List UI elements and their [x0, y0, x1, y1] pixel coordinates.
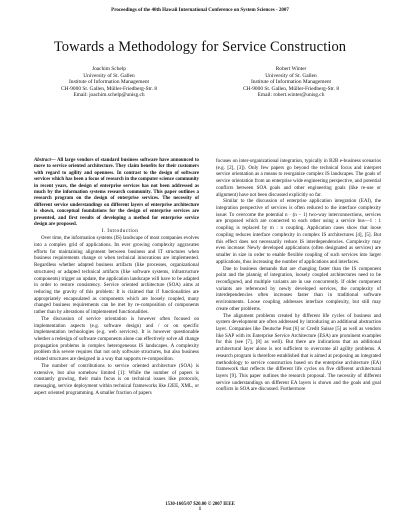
author-name: Robert Winter [275, 66, 307, 72]
copyright-footer [0, 502, 400, 512]
abstract [34, 158, 199, 228]
author-email: Email: joachim.schelp@unisg.ch [73, 92, 145, 99]
author-address: CH-9000 St. Gallen, Müller-Friedberg-Str. 8 [60, 85, 158, 92]
body-paragraph: The number of contributions to service oriented architecture (SOA) is extensive, but also somehow limited [1]: While the number of papers is constantly growing, their main focus is on technical issues like protocols, messaging, service deployment within technical frameworks like J2EE, XML, or aspect oriented programming. A smaller fraction of papers [34, 362, 199, 396]
author-block-1 [34, 66, 184, 99]
body-paragraph: Similar to the discussion of enterprise application integration (EAI), the integration perspective of services is often reduced to the interface complexity issue: To overcome the potential n · (n − 1) two-way interconnections, services are proposed which are connected to each other using a service bus—1 : 1 coupling is replaced by m : n coupling. Application cases show that loose coupling reduces interface complexity in complex IS architectures [4], [5]. But this effect does not necessarily reduce IS interdependencies. Complexity may even increase: Newly developed applications (often designated as services) are smaller in size in order to enable flexible coupling of such services into larger applications, thus increasing the number of applications and interfaces. [216, 198, 381, 265]
author-affiliation: University of St. Gallen [265, 72, 317, 79]
body-paragraph: Over time, the information systems (IS) landscape of most companies evolves into a complex grid of applications. Its ever growing complexity aggravates efforts for maintaining alignment between business and IT structures when business requirements change or when technical innovations are implemented. Regardless whether adapted business artifacts (like processes, organizational structures) or adapted technical artifacts (like software systems, infrastructure components) trigger an update, the application landscape will have to be adapted in order to restore consistency. Service oriented architecture (SOA) aims at reducing the gravity of this problem: It is claimed that if functionalities are appropriately encapsulated as components which are loosely coupled, many changed business requirements can be met by re-composition of components rather than by alterations of implemented functionalities. [34, 235, 199, 316]
body-paragraph: Due to business demands that are changing faster than the IS component point and the plannig of integration, loosely coupled architectures need to be reconfigured, and multiple variants are in use concurrently. If older component variants are referenced by newly developed services, the complexity of interdependencies often increases faster than in traditional software environments. Loose coupling addresses interface complexity, but still may create other problems. [216, 265, 381, 312]
abstract-text: All large vendors of standard business software have announced to move to service oriented architecture. They claim benefits for their customers with regard to agility and openness. In contrast to the design of software services which has been a focus of research in the computer science community in recent years, the design of enterprise services has not been addressed as much by the information systems research community. This paper outlines a research program on the design of enterprise services. The necessity of different service understandings on different layers of enterprise architecture is shown, conceptual foundations for the design of enterprise services are presented, and first results of developing a method for enterprise service design are proposed. [34, 158, 199, 228]
copyright-line: 1530-1605/07 $20.00 © 2007 IEEE [165, 502, 235, 507]
author-affiliation: University of St. Gallen [83, 72, 135, 79]
author-name: Joachim Schelp [92, 66, 126, 72]
right-column [216, 158, 381, 393]
author-institute: Institute of Information Management [250, 79, 332, 86]
section-heading: I. Introduction [101, 228, 139, 235]
body-paragraph: The alignment problems created by different life cycles of business and system development are often addressed by introducing an additional abstraction layer. Companies like Deutsche Post [6] or Credit Suisse [5] as well as vendors like SAP with its Enterprise Service Architecture (ESA) are prominent examples for this (see [7], [8] as well). But there are indications that an additional architectural layer alone is not sufficient to overcome all agility problems. A research program is therefore established that is aimed at proposing an integrated methodology to service construction based on the enterprise architecture (EA) framework that reflects the different life cycles on five different architectural layers [9]. This paper outlines the research proposal. The necessity of different service understandings on different EA layers is shown and the goals and goal conflicts in SOA are discussed. Furthermore [216, 312, 381, 393]
left-column [34, 158, 199, 396]
author-address: CH-9000 St. Gallen, Müller-Friedberg-Str. 8 [242, 85, 340, 92]
abstract-label: Abstract— [34, 158, 56, 163]
paper-title: Towards a Methodology for Service Construction [53, 39, 347, 55]
author-email: Email: robert.winter@unisg.ch [257, 92, 325, 99]
body-paragraph: The discussion of service orientation is however often focused on implementation aspects (e.g. software design) and / or on specific implementation technologies (e.g. web services). It is however questionable whether a redesign of software components alone can effectively solve all change propagation problems in complex heterogeneous IS landscapes. A complexity problem this severe requires that not only software structures, but also business related structures are designed in a way that supports re-composition. [34, 315, 199, 363]
proceedings-header: Proceedings of the 40th Hawaii International Conference on System Sciences - 2007 [111, 8, 289, 13]
author-institute: Institute of Information Management [68, 79, 150, 86]
body-paragraph: focuses on inter-organizational integration, typically in B2B e-business scenarios (e.g. [2], [3]). Only few papers go beyond the technical focus and interpret service orientation as a means to reorganize complex IS landscapes. The goals of service orientation from an enterprise wide engineering perspective, and potential conflicts between SOA goals and other engineering goals (like re-use or alignment) have not been discussed explicitly so far. [216, 158, 381, 198]
page-number: 1 [198, 507, 202, 512]
author-block-2 [216, 66, 366, 99]
